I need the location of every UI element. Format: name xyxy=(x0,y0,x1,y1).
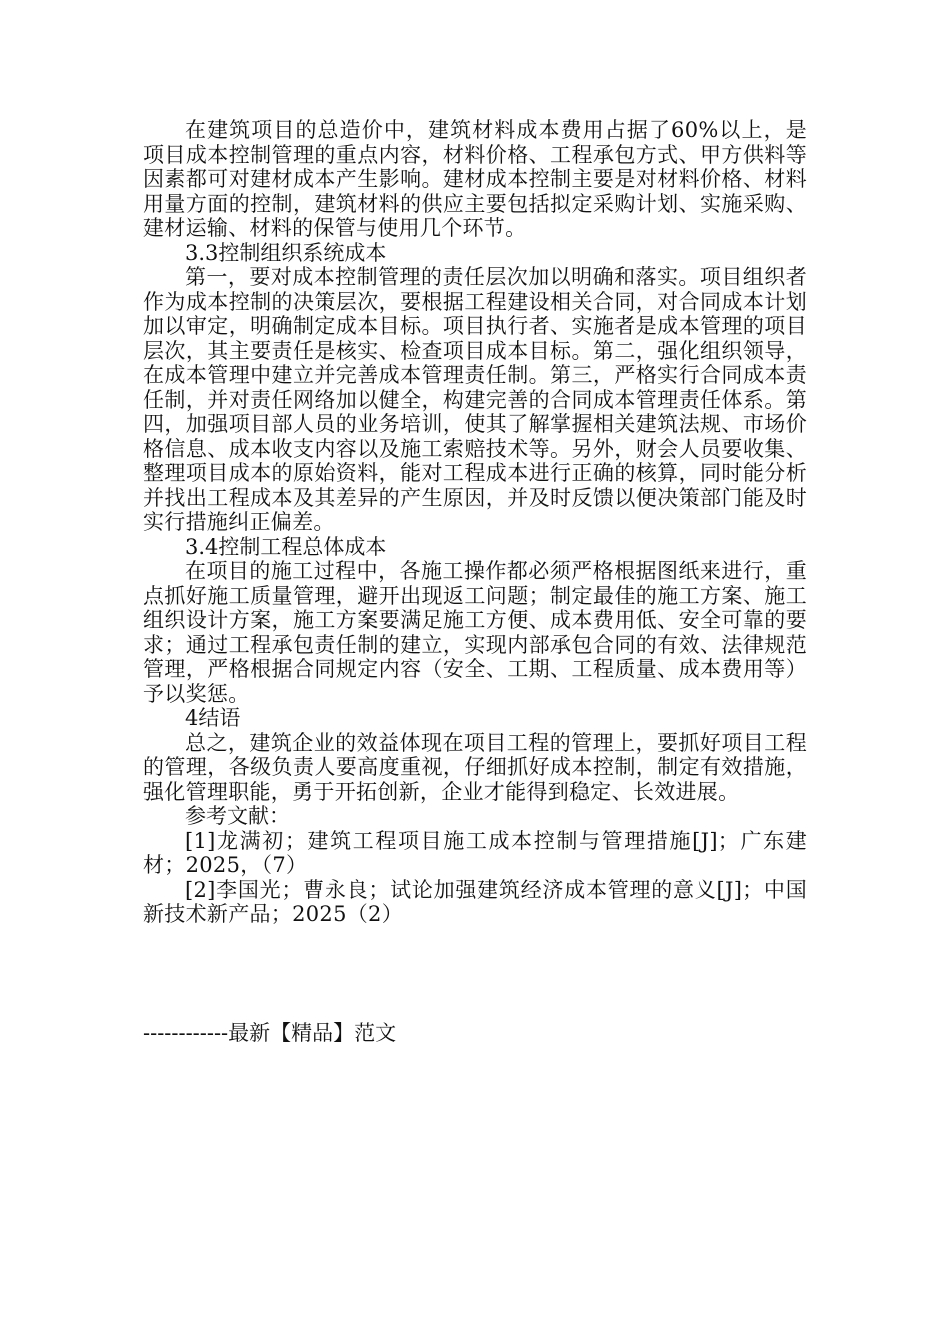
references-heading: 参考文献： xyxy=(185,804,290,828)
paragraph-overall-cost: 在项目的施工过程中，各施工操作都必须严格根据图纸来进行，重点抓好施工质量管理，避开出现返工问题；制定最佳的施工方案、施工组织设计方案，施工方案要满足施工方便、成本费用低、安全可靠的要求；通过工程承包责任制的建立，实现内部承包合同的有效、法律规范管理，严格根据合同规定内容（安全、工期、工程质量、成本费用等）予以奖惩。 xyxy=(143,559,807,706)
document-body xyxy=(143,118,807,927)
page-footer: ------------最新【精品】范文 xyxy=(143,1021,397,1045)
section-heading-conclusion: 4结语 xyxy=(185,706,241,730)
reference-item-1: [1]龙满初；建筑工程项目施工成本控制与管理措施[J]；广东建材；2025，（7） xyxy=(143,828,807,877)
reference-item-2: [2]李国光；曹永良；试论加强建筑经济成本管理的意义[J]；中国新技术新产品；2025（2） xyxy=(143,877,807,926)
section-heading-3-3: 3.3控制组织系统成本 xyxy=(185,240,387,265)
paragraph-organization-cost: 第一，要对成本控制管理的责任层次加以明确和落实。项目组织者作为成本控制的决策层次，要根据工程建设相关合同，对合同成本计划加以审定，明确制定成本目标。项目执行者、实施者是成本管理的项目层次，其主要责任是核实、检查项目成本目标。第二，强化组织领导，在成本管理中建立并完善成本管理责任制。第三，严格实行合同成本责任制，并对责任网络加以健全，构建完善的合同成本管理责任体系。第四，加强项目部人员的业务培训，使其了解掌握相关建筑法规、市场价格信息、成本收支内容以及施工索赔技术等。另外，财会人员要收集、整理项目成本的原始资料，能对工程成本进行正确的核算，同时能分析并找出工程成本及其差异的产生原因，并及时反馈以便决策部门能及时实行措施纠正偏差。 xyxy=(143,265,807,534)
paragraph-conclusion: 总之，建筑企业的效益体现在项目工程的管理上，要抓好项目工程的管理，各级负责人要高度重视，仔细抓好成本控制，制定有效措施，强化管理职能，勇于开拓创新，企业才能得到稳定、长效进展。 xyxy=(143,730,807,804)
section-heading-3-4: 3.4控制工程总体成本 xyxy=(185,534,387,559)
paragraph-materials-cost: 在建筑项目的总造价中，建筑材料成本费用占据了60%以上，是项目成本控制管理的重点内容，材料价格、工程承包方式、甲方供料等因素都可对建材成本产生影响。建材成本控制主要是对材料价格、材料用量方面的控制，建筑材料的供应主要包括拟定采购计划、实施采购、建材运输、材料的保管与使用几个环节。 xyxy=(143,118,807,240)
